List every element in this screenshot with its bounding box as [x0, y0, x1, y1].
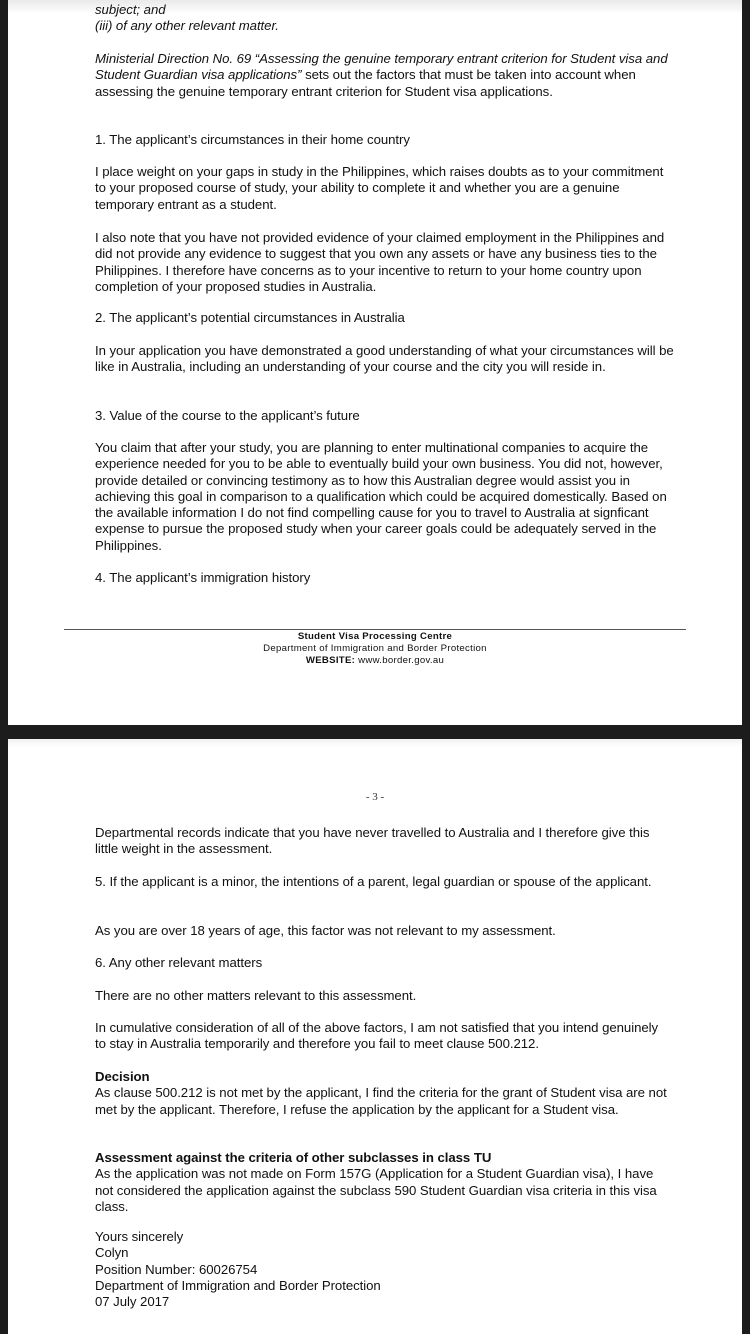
ministerial-direction-rest: sets out the factors that must be taken into account when assessing the genuine temporary entrant criterion for Student visa applications.: [95, 67, 636, 99]
footer-website-label: WEBSITE:: [305, 655, 356, 666]
ministerial-direction-paragraph: [95, 51, 670, 100]
paragraph: In your application you have demonstrated a good understanding of what your circumstances will be like in Australia, including an understanding of your course and the city you will reside in.: [95, 343, 674, 375]
conclusion-paragraph: In cumulative consideration of all of the above factors, I am not satisfied that you intend genuinely to stay in Australia temporarily and therefore you fail to meet clause 500.212.: [95, 1020, 659, 1052]
other-subclasses-text: As the application was not made on Form 157G (Application for a Student Guardian visa), I have not considered the application against the subclass 590 Student Guardian visa criteria in this visa class.: [95, 1166, 657, 1214]
footer-centre-name: Student Visa Processing Centre: [297, 631, 453, 642]
partial-clause: [95, 2, 670, 35]
section-heading-5: 5. If the applicant is a minor, the intentions of a parent, legal guardian or spouse of the applicant.: [95, 874, 652, 889]
decision-section: [95, 1069, 675, 1118]
footer-divider: [64, 629, 686, 630]
page-footer: [8, 631, 742, 667]
signoff-position: Position Number: 60026754: [95, 1261, 258, 1277]
other-subclasses-section: [95, 1150, 675, 1215]
signoff-name: Colyn: [95, 1245, 129, 1261]
decision-text: As clause 500.212 is not met by the applicant, I find the criteria for the grant of Student visa are not met by the applicant. Therefore, I refuse the application by the applicant for a Student visa.: [95, 1085, 667, 1117]
signoff-closing: Yours sincerely: [95, 1229, 184, 1244]
section-heading-1: 1. The applicant’s circumstances in their home country: [95, 132, 410, 147]
section-heading-6: 6. Any other relevant matters: [95, 955, 263, 970]
decision-heading: Decision: [95, 1069, 150, 1084]
footer-department: Department of Immigration and Border Protection: [263, 643, 487, 654]
ministerial-direction-title: Ministerial Direction No. 69 “Assessing the genuine temporary entrant criterion for Student visa and Student Guardian visa applications”: [95, 51, 668, 83]
paragraph: I also note that you have not provided evidence of your claimed employment in the Philippines and did not provide any evidence to suggest that you own any assets or have any business ties to the Philippines. I therefore have concerns as to your incentive to return to your home country upon completion of your proposed studies in Australia.: [95, 230, 665, 294]
other-subclasses-heading: Assessment against the criteria of other subclasses in class TU: [95, 1150, 492, 1165]
paragraph: As you are over 18 years of age, this factor was not relevant to my assessment.: [95, 923, 556, 938]
signoff-department: Department of Immigration and Border Protection: [95, 1277, 381, 1293]
paragraph: There are no other matters relevant to this assessment.: [95, 988, 417, 1003]
page-number: - 3 -: [365, 791, 385, 803]
document-page-3: [8, 739, 742, 1334]
paragraph: Departmental records indicate that you have never travelled to Australia and I therefore give this little weight in the assessment.: [95, 825, 650, 857]
section-heading-4: 4. The applicant’s immigration history: [95, 570, 311, 585]
signoff-date: 07 July 2017: [95, 1294, 170, 1310]
paragraph: You claim that after your study, you are planning to enter multinational companies to acquire the experience needed for you to be able to eventually build your own business. You did not, however, provide detailed or convincing testimony as to how this Australian degree would assist you in achieving this goal in comparison to a qualification which could be acquired domestically. Based on the available information I do not find compelling cause for you to travel to Australia at signficant expense to pursue the proposed study when your career goals could be adequately served in the Philippines.: [95, 440, 667, 553]
section-heading-3: 3. Value of the course to the applicant’s future: [95, 408, 360, 423]
document-page-2: [8, 0, 742, 725]
clause-line: (iii) of any other relevant matter.: [95, 18, 279, 34]
footer-website-link[interactable]: www.border.gov.au: [355, 655, 445, 666]
section-heading-2: 2. The applicant’s potential circumstances in Australia: [95, 310, 405, 325]
signoff-block: [95, 1229, 670, 1310]
paragraph: I place weight on your gaps in study in the Philippines, which raises doubts as to your commitment to your proposed course of study, your ability to complete it and whether you are a genuine temporary entrant as a student.: [95, 164, 664, 212]
clause-line: subject; and: [95, 2, 166, 17]
footer-website: [8, 655, 742, 667]
